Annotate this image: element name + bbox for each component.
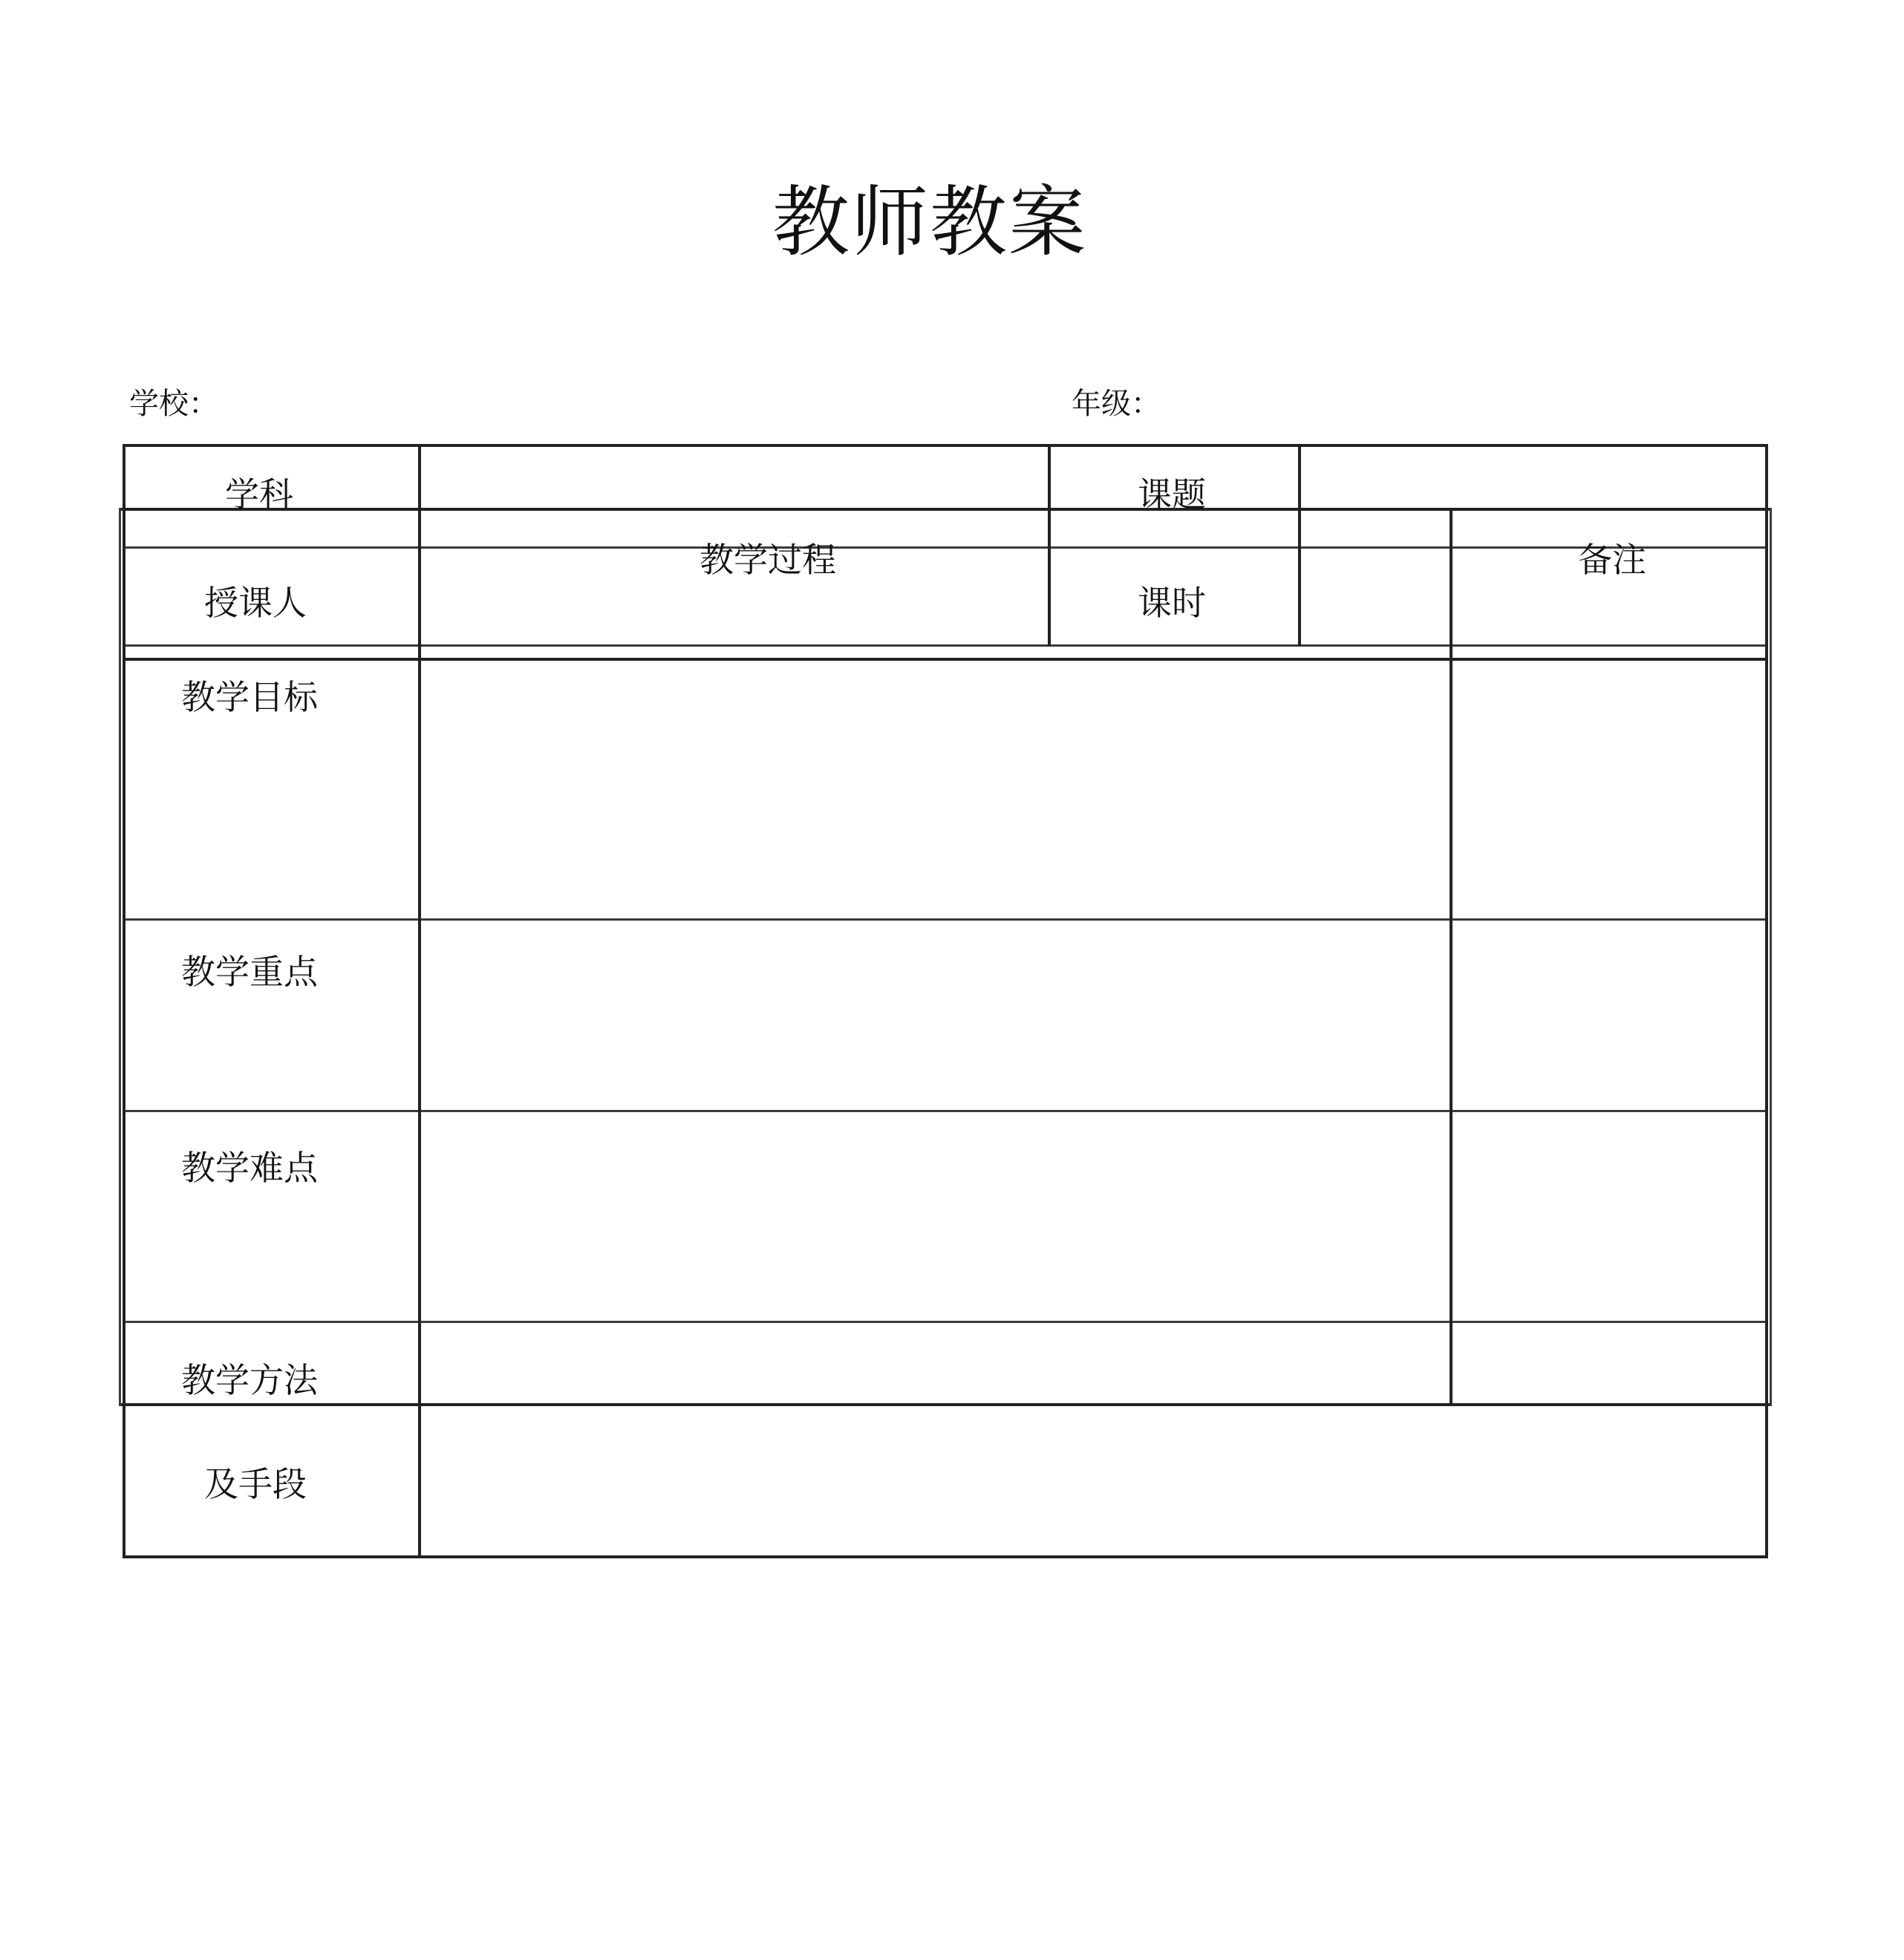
grade-label: 年级： [1072,387,1161,421]
overlay-border-right [1770,508,1772,1406]
table-border-bottom [123,1555,1768,1558]
table-border-left [123,444,125,1558]
row-divider [123,546,1768,549]
overlay-border-left [119,508,121,1406]
column-divider [418,444,421,1558]
remarks-header: 备注 [1578,540,1646,580]
column-divider [1048,444,1051,646]
key-points-label: 教学重点 [181,952,318,992]
subject-label: 学科 [225,474,293,514]
teaching-methods-label: 教学方法 [181,1360,318,1400]
teacher-label: 授课人 [204,583,307,623]
class-period-label: 课时 [1138,583,1206,623]
row-divider [123,1110,1768,1112]
row-divider [119,1403,1772,1406]
teaching-process-header: 教学过程 [700,540,836,580]
teaching-means-label: 及手段 [204,1464,307,1504]
school-label: 学校： [129,387,218,421]
difficulties-label: 教学难点 [181,1148,318,1188]
column-divider [1450,508,1453,1406]
teaching-objectives-label: 教学目标 [181,677,318,717]
table-border-top [123,444,1768,447]
column-divider [1298,444,1301,646]
row-divider [123,1321,1768,1323]
row-divider [123,658,1768,661]
topic-label: 课题 [1138,474,1206,514]
row-divider [123,918,1768,921]
page-title: 教师教案 [772,177,1088,267]
table-border-right [1765,444,1768,1558]
process-header-top [119,508,1772,511]
row-divider [123,644,1768,647]
